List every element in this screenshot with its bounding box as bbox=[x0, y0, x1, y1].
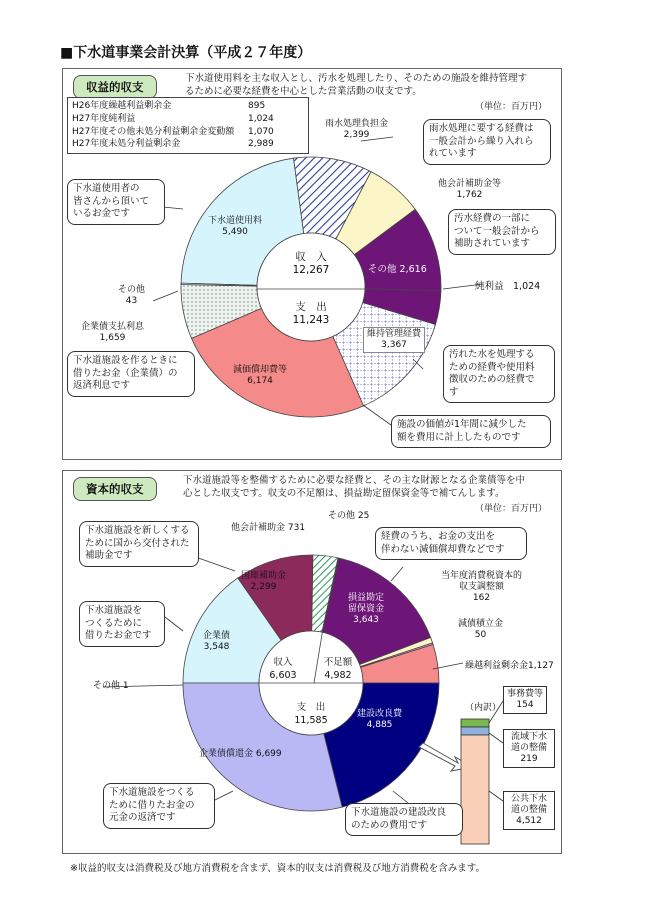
page-title: ■下水道事業会計決算（平成２７年度） bbox=[60, 45, 312, 61]
label-other-left: その他 1 bbox=[93, 681, 129, 691]
slice-label-expense-other: その他 43 bbox=[118, 285, 146, 306]
leader-line bbox=[489, 791, 503, 801]
net-profit-label: 純利益 1,024 bbox=[475, 281, 541, 292]
callout-bond-interest: 下水道施設を作るときに 借りたお金（企業債）の 返済利息です bbox=[67, 351, 195, 397]
leader-line bbox=[363, 405, 391, 425]
capital-description: 下水道施設等を整備するために必要な経費と、その主な財源となる企業債等を中 心とした収支です。収支の不足額は、損益勘定留保資金等で補てんします。 bbox=[183, 475, 526, 499]
revenue-center-income: 収 入 12,267 bbox=[292, 251, 330, 276]
callout-rain: 雨水処理に要する経費は 一般会計から繰り入れら れています bbox=[423, 119, 551, 165]
slice-label-depreciation: 減価償却費等 6,174 bbox=[233, 365, 288, 386]
capital-center-income: 収入 6,603 bbox=[269, 657, 297, 681]
leader-line bbox=[163, 207, 183, 209]
revenue-heading: 収益的収支 bbox=[73, 75, 157, 99]
callout-maintenance: 汚れた水を処理する ための経費や使用料 徴収のための経費で す bbox=[443, 345, 555, 403]
label-reserve: 減債積立金 50 bbox=[458, 619, 504, 640]
label-other-top: その他 25 bbox=[328, 511, 370, 521]
label-consumption-tax: 当年度消費税資本的 収支調整額 162 bbox=[441, 571, 523, 603]
label-carryover: 繰越利益剰余金1,127 bbox=[465, 661, 554, 671]
revenue-description: 下水道使用料を主な収入とし、汚水を処理したり、そのための施設を維持管理す るために必要な経費を中心とした営業活動の収支です。 bbox=[185, 73, 528, 97]
breakdown-label-office: 事務費等 154 bbox=[503, 686, 547, 714]
breakdown-segment-1 bbox=[461, 727, 489, 735]
summary-row: H27年度純利益 1,024 bbox=[72, 113, 274, 124]
callout-national-subsidy: 下水道施設を新しくする ために国から交付された 補助金です bbox=[79, 521, 199, 567]
slice-label-maintenance: 維持管理経費 3,367 bbox=[363, 327, 425, 353]
breakdown-label-basin: 流域下水 道の整備 219 bbox=[503, 729, 555, 768]
capital-heading: 資本的収支 bbox=[73, 477, 157, 501]
slice-label-bond: 企業債 3,548 bbox=[203, 631, 231, 652]
slice-label-interest: 企業債支払利息 1,659 bbox=[81, 322, 145, 343]
leader-line bbox=[489, 701, 503, 723]
leader-line bbox=[153, 291, 178, 301]
capital-center-shortage: 不足額 4,982 bbox=[323, 657, 353, 681]
capital-unit: （単位：百万円） bbox=[475, 504, 548, 514]
breakdown-segment-0 bbox=[461, 719, 489, 727]
callout-construction: 下水道施設の建設改良 のための費用です bbox=[345, 803, 463, 836]
callout-users: 下水道使用者の 皆さんから頂いて いるお金です bbox=[67, 179, 165, 225]
slice-label-income-other: その他 2,616 bbox=[368, 264, 427, 275]
callout-redemption: 下水道施設をつくる ために借りたお金の 元金の返済です bbox=[103, 783, 215, 829]
slice-label-redemption: 企業債償還金 6,699 bbox=[199, 749, 282, 759]
breakdown-label-public: 公共下水 道の整備 4,512 bbox=[503, 791, 555, 830]
breakdown-segment-2 bbox=[461, 735, 489, 844]
slice-label-usage-fee: 下水道使用料 5,490 bbox=[208, 216, 263, 237]
revenue-panel bbox=[62, 68, 562, 460]
capital-center-expense: 支 出 11,585 bbox=[294, 702, 328, 726]
callout-sewage: 汚水経費の一部に ついて一般会計から 補助されています bbox=[448, 209, 556, 255]
slice-label-construction: 建設改良費 4,885 bbox=[357, 709, 403, 730]
callout-depreciation: 施設の価値が1年間に減少した 額を費用に計上したものです bbox=[391, 415, 551, 448]
callout-retained: 経費のうち、お金の支出を 伴わない減価償却費などです bbox=[375, 527, 527, 560]
callout-bond: 下水道施設を つくるために 借りたお金です bbox=[79, 601, 165, 647]
revenue-center-expense: 支 出 11,243 bbox=[292, 301, 330, 326]
summary-row: H26年度繰越利益剰余金 895 bbox=[72, 101, 266, 111]
summary-row: H27年度未処分利益剰余金 2,989 bbox=[72, 139, 274, 150]
breakdown-label: （内訳） bbox=[465, 703, 502, 713]
summary-row: H27年度その他未処分利益剰余金変動額 1,070 bbox=[72, 126, 274, 137]
slice-label-rain: 雨水処理負担金 2,399 bbox=[325, 119, 389, 140]
footnote: ※収益的収支は消費税及び地方消費税を含まず、資本的収支は消費税及び地方消費税を含みます。 bbox=[70, 863, 485, 874]
leader-line bbox=[489, 733, 503, 743]
label-other-subsidy: 他会計補助金 731 bbox=[231, 523, 306, 533]
slice-label-other-subsidy: 他会計補助金等 1,762 bbox=[438, 179, 502, 200]
capital-panel bbox=[62, 470, 562, 854]
slice-label-retained: 損益勘定 留保資金 3,643 bbox=[348, 593, 385, 625]
revenue-unit: （単位：百万円） bbox=[475, 102, 548, 112]
slice-label-national-subsidy: 国庫補助金 2,299 bbox=[241, 571, 287, 592]
